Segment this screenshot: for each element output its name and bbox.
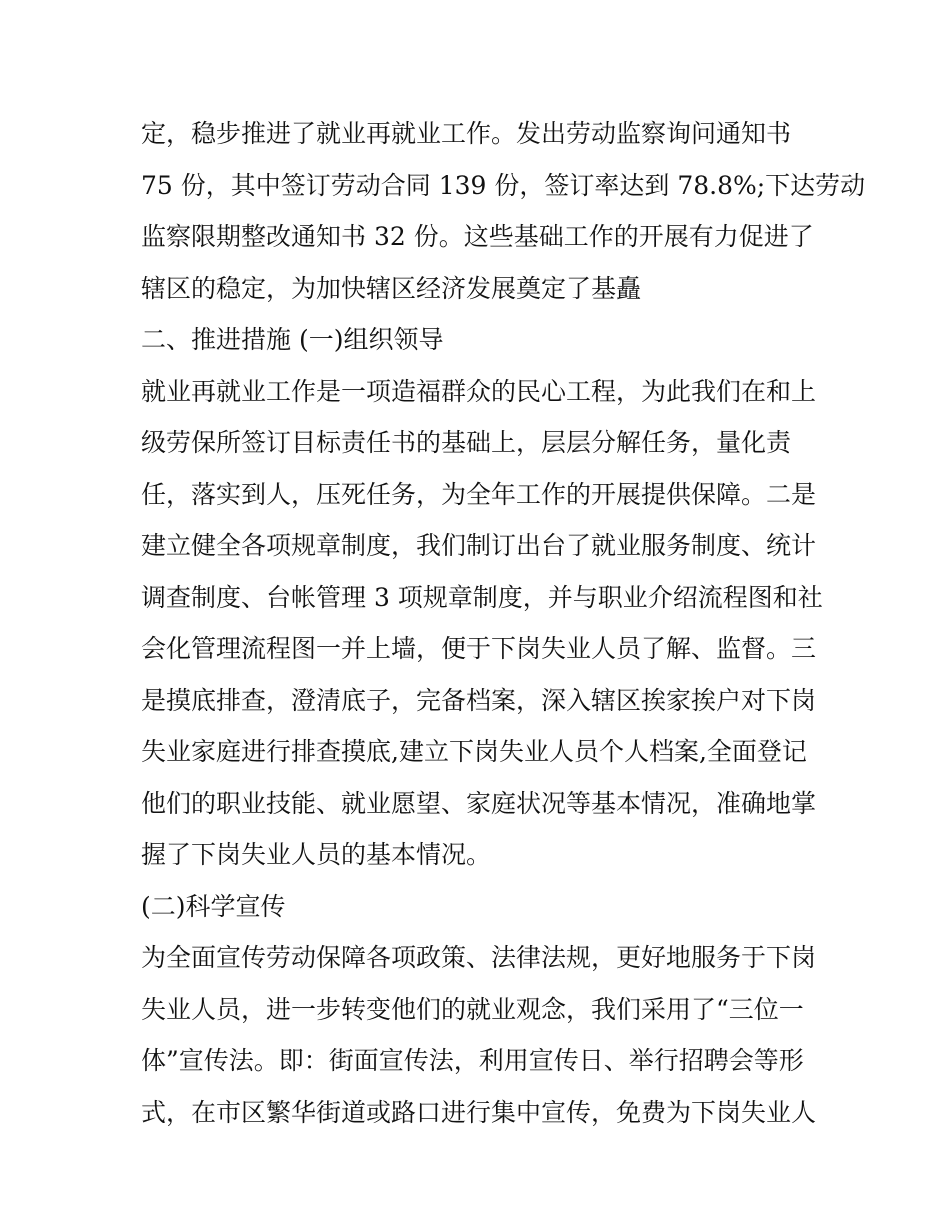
text-line: 式，在市区繁华街道或路口进行集中宣传，免费为下岗失业人 — [141, 1097, 817, 1127]
text-line: 调查制度、台帐管理 3 项规章制度，并与职业介绍流程图和社 — [141, 582, 823, 612]
text-line: 体”宣传法。即：街面宣传法，利用宣传日、举行招聘会等形 — [141, 1046, 804, 1075]
text-line: 定，稳步推进了就业再就业工作。发出劳动监察询问通知书 — [141, 119, 792, 148]
text-line: 监察限期整改通知书 32 份。这些基础工作的开展有力促进了 — [141, 222, 814, 251]
text-line: 握了下岗失业人员的基本情况。 — [141, 840, 492, 869]
text-line: 是摸底排查，澄清底子，完备档案，深入辖区挨家挨户对下岗 — [141, 685, 817, 715]
text-line: 失业家庭进行排查摸底,建立下岗失业人员个人档案,全面登记 — [141, 737, 807, 766]
text-line: 他们的职业技能、就业愿望、家庭状况等基本情况，准确地掌 — [141, 788, 817, 818]
section-heading: (二)科学宣传 — [141, 891, 286, 921]
text-line: 75 份，其中签订劳动合同 139 份，签订率达到 78.8%;下达劳动 — [141, 170, 866, 200]
text-line: 级劳保所签订目标责任书的基础上，层层分解任务，量化责 — [141, 428, 792, 457]
text-line: 建立健全各项规章制度，我们制订出台了就业服务制度、统计 — [141, 531, 817, 560]
text-line: 会化管理流程图一并上墙，便于下岗失业人员了解、监督。三 — [141, 634, 817, 663]
text-line: 为全面宣传劳动保障各项政策、法律法规，更好地服务于下岗 — [141, 943, 817, 972]
body-text — [141, 108, 866, 1138]
text-line: 辖区的稳定，为加快辖区经济发展奠定了基矗 — [141, 273, 642, 303]
text-line: 就业再就业工作是一项造福群众的民心工程，为此我们在和上 — [141, 376, 817, 406]
text-line: 失业人员，进一步转变他们的就业观念，我们采用了“三位一 — [141, 994, 804, 1024]
section-heading: 二、推进措施 (一)组织领导 — [141, 325, 444, 354]
text-line: 任，落实到人，压死任务，为全年工作的开展提供保障。二是 — [141, 479, 817, 509]
